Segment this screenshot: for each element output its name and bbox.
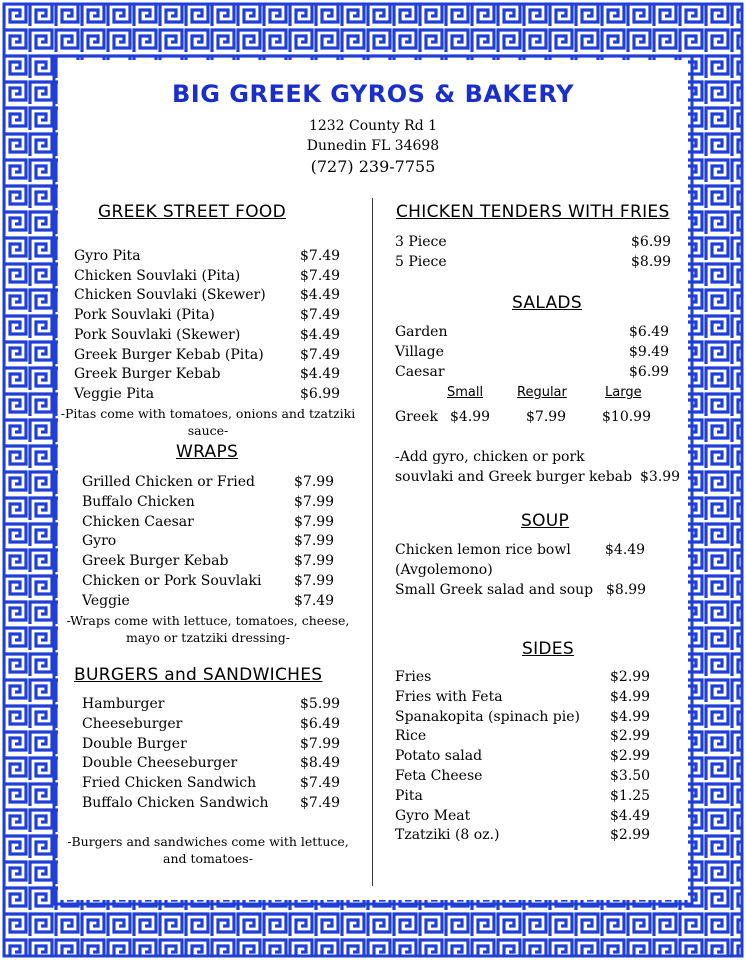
menu-item-name: Greek Burger Kebab <box>74 366 221 383</box>
heading-wraps: WRAPS <box>176 442 239 462</box>
menu-item-name: Fried Chicken Sandwich <box>82 775 257 792</box>
menu-item-price: $7.99 <box>294 474 335 490</box>
menu-item-row <box>395 709 685 727</box>
salad-addon-text: souvlaki and Greek burger kebab <box>395 469 633 485</box>
menu-item-row <box>395 254 685 272</box>
menu-item-name: 5 Piece <box>395 253 447 270</box>
menu-item-row <box>74 287 354 305</box>
menu-item-row <box>82 533 362 551</box>
salad-addon-price: $3.99 <box>640 469 681 485</box>
soup-row-1 <box>395 542 685 560</box>
soup-item-2-price: $8.99 <box>606 582 647 598</box>
menu-item-row <box>82 775 362 793</box>
menu-item-price: $4.49 <box>300 326 341 343</box>
menu-item-row <box>74 268 354 286</box>
menu-item-price: $7.49 <box>300 795 341 811</box>
menu-item-name: Pita <box>395 787 423 804</box>
menu-item-price: $7.49 <box>300 267 341 284</box>
wraps-note-2: mayo or tzatziki dressing- <box>125 630 291 645</box>
menu-item-price: $7.49 <box>300 307 341 324</box>
menu-item-price: $4.49 <box>300 366 341 383</box>
address-line-1: 1232 County Rd 1 <box>308 118 438 134</box>
menu-item-row <box>82 474 362 492</box>
menu-item-name: Potato salad <box>395 748 483 765</box>
menu-item-name: Fries with Feta <box>395 688 503 705</box>
soup-row-2 <box>395 582 685 600</box>
menu-item-name: Double Cheeseburger <box>82 755 238 772</box>
menu-item-name: Buffalo Chicken <box>82 493 195 510</box>
menu-item-name: Grilled Chicken or Fried <box>82 474 255 490</box>
menu-item-price: $7.49 <box>300 346 341 363</box>
menu-item-row <box>395 689 685 707</box>
menu-item-row <box>395 234 685 252</box>
menu-item-price: $2.99 <box>610 748 651 765</box>
menu-item-name: Gyro Meat <box>395 807 471 824</box>
menu-item-row <box>74 347 354 365</box>
menu-item-price: $6.99 <box>300 385 341 402</box>
menu-item-row <box>74 248 354 266</box>
restaurant-title: BIG GREEK GYROS & BAKERY <box>172 80 574 108</box>
soup-item-1-name: Chicken lemon rice bowl <box>395 542 571 558</box>
menu-item-name: Cheeseburger <box>82 715 183 732</box>
menu-item-row <box>395 344 685 362</box>
menu-item-name: Veggie <box>82 592 130 609</box>
menu-item-name: Greek Burger Kebab (Pita) <box>74 346 264 363</box>
menu-item-price: $9.49 <box>629 343 670 360</box>
greek-salad-regular-price: $7.99 <box>526 409 567 425</box>
size-large-label: Large <box>605 385 642 400</box>
menu-item-price: $7.99 <box>300 735 341 752</box>
heading-burgers-sandwiches: BURGERS and SANDWICHES <box>74 665 323 685</box>
menu-item-row <box>82 736 362 754</box>
menu-item-price: $6.49 <box>300 715 341 732</box>
wraps-note-1: -Wraps come with lettuce, tomatoes, cheese, <box>66 613 350 628</box>
menu-item-row <box>82 696 362 714</box>
burgers-note-2: and tomatoes- <box>163 851 253 866</box>
menu-item-row <box>74 386 354 404</box>
size-small-label: Small <box>447 385 484 400</box>
heading-salads: SALADS <box>512 293 582 313</box>
menu-item-name: Chicken Caesar <box>82 513 194 530</box>
salad-addon-line-2 <box>395 469 685 487</box>
menu-item-row <box>82 514 362 532</box>
menu-item-row <box>82 573 362 591</box>
menu-item-price: $7.99 <box>294 513 335 530</box>
menu-panel <box>58 60 688 900</box>
menu-item-row <box>395 728 685 746</box>
menu-item-price: $7.99 <box>294 553 335 570</box>
menu-item-name: Double Burger <box>82 735 187 752</box>
menu-item-name: Gyro Pita <box>74 248 141 264</box>
menu-item-row <box>74 307 354 325</box>
menu-item-name: Village <box>395 343 444 360</box>
menu-item-price: $4.99 <box>610 688 651 705</box>
menu-item-row <box>395 788 685 806</box>
heading-soup: SOUP <box>521 511 570 531</box>
menu-item-price: $4.99 <box>610 708 651 725</box>
menu-item-price: $6.99 <box>631 234 672 250</box>
menu-item-name: Rice <box>395 728 427 745</box>
menu-item-price: $7.99 <box>294 573 335 589</box>
menu-item-price: $2.99 <box>610 728 651 745</box>
menu-item-row <box>82 755 362 773</box>
menu-item-row <box>395 768 685 786</box>
menu-item-row <box>74 366 354 384</box>
pitas-note-2: sauce- <box>187 423 229 438</box>
menu-item-price: $7.49 <box>300 248 341 264</box>
menu-item-name: Chicken Souvlaki (Skewer) <box>74 287 266 304</box>
address-line-2: Dunedin FL 34698 <box>306 138 440 154</box>
heading-sides: SIDES <box>522 639 574 659</box>
menu-item-row <box>82 593 362 611</box>
menu-item-row <box>395 808 685 826</box>
menu-item-name: Buffalo Chicken Sandwich <box>82 795 269 811</box>
menu-item-row <box>82 795 362 813</box>
menu-item-price: $8.99 <box>631 253 672 270</box>
menu-item-row <box>74 327 354 345</box>
greek-salad-row <box>395 409 685 427</box>
size-regular-label: Regular <box>517 385 567 400</box>
burgers-note-1: -Burgers and sandwiches come with lettuce, <box>67 834 349 849</box>
menu-item-row <box>395 827 685 845</box>
menu-item-name: Caesar <box>395 363 445 380</box>
menu-item-price: $2.99 <box>610 669 651 685</box>
menu-item-row <box>395 324 685 342</box>
menu-item-row <box>82 494 362 512</box>
menu-item-price: $4.49 <box>610 807 651 824</box>
menu-item-name: Feta Cheese <box>395 768 483 784</box>
menu-item-price: $3.50 <box>610 768 651 784</box>
menu-item-name: Hamburger <box>82 696 165 712</box>
soup-item-2-name: Small Greek salad and soup <box>395 582 594 598</box>
menu-item-name: Fries <box>395 669 432 685</box>
menu-item-price: $6.49 <box>629 324 670 340</box>
phone-number: (727) 239-7755 <box>310 157 436 176</box>
menu-item-name: Pork Souvlaki (Skewer) <box>74 326 241 343</box>
menu-item-name: 3 Piece <box>395 234 447 250</box>
menu-item-name: Greek Burger Kebab <box>82 553 229 570</box>
menu-item-row <box>395 364 685 382</box>
menu-item-name: Pork Souvlaki (Pita) <box>74 307 215 324</box>
menu-item-price: $4.49 <box>300 287 341 304</box>
menu-item-name: Tzatziki (8 oz.) <box>395 827 500 844</box>
soup-item-1-sub: (Avgolemono) <box>395 562 493 578</box>
menu-item-row <box>82 716 362 734</box>
greek-salad-small-price: $4.99 <box>450 409 491 425</box>
greek-salad-name: Greek <box>395 409 438 425</box>
menu-item-name: Spanakopita (spinach pie) <box>395 708 580 725</box>
menu-item-price: $8.49 <box>300 755 341 772</box>
menu-item-row <box>395 669 685 687</box>
menu-item-name: Veggie Pita <box>74 385 155 402</box>
menu-item-price: $1.25 <box>610 787 651 804</box>
heading-chicken-tenders: CHICKEN TENDERS WITH FRIES <box>396 202 670 222</box>
greek-salad-large-price: $10.99 <box>602 409 651 425</box>
menu-item-name: Gyro <box>82 533 117 550</box>
soup-item-1-price: $4.49 <box>605 542 646 558</box>
column-divider <box>372 198 373 886</box>
pitas-note-1: -Pitas come with tomatoes, onions and tzatziki <box>60 406 356 421</box>
menu-item-price: $7.49 <box>294 592 335 609</box>
menu-item-name: Garden <box>395 324 448 340</box>
menu-item-row <box>395 748 685 766</box>
salad-addon-line-1: -Add gyro, chicken or pork <box>395 449 585 465</box>
menu-item-price: $7.49 <box>300 775 341 792</box>
menu-item-name: Chicken or Pork Souvlaki <box>82 573 262 589</box>
menu-item-price: $6.99 <box>629 363 670 380</box>
menu-item-price: $7.99 <box>294 533 335 550</box>
menu-item-price: $5.99 <box>300 696 341 712</box>
menu-item-name: Chicken Souvlaki (Pita) <box>74 267 241 284</box>
menu-item-price: $7.99 <box>294 493 335 510</box>
menu-item-row <box>82 553 362 571</box>
heading-greek-street-food: GREEK STREET FOOD <box>98 202 287 222</box>
menu-item-price: $2.99 <box>610 827 651 844</box>
